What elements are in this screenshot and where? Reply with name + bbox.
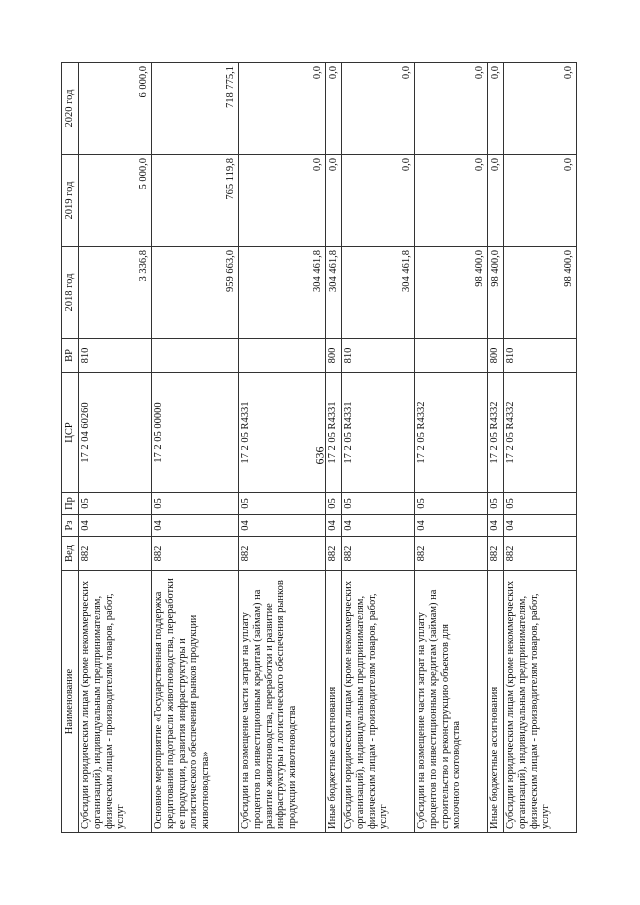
column-header-2018: 2018 год (62, 247, 79, 339)
cell-2020: 6 000,0 (79, 63, 152, 155)
cell-2019: 0,0 (326, 155, 342, 247)
table-row (79, 63, 152, 833)
cell-ved: 882 (504, 537, 577, 571)
budget-table (61, 62, 577, 833)
cell-rz: 04 (342, 515, 415, 537)
cell-2018: 98 400,0 (488, 247, 504, 339)
cell-name: Субсидии юридическим лицам (кроме некоммерческих организаций), индивидуальным предпринимателям, физическим лицам - производителям товаров, работ, услуг (342, 571, 415, 833)
cell-2019: 0,0 (488, 155, 504, 247)
cell-rz: 04 (79, 515, 152, 537)
cell-ved: 882 (488, 537, 504, 571)
cell-csr: 17 2 05 R4331 (342, 373, 415, 493)
cell-2018: 959 663,0 (152, 247, 239, 339)
cell-vr: 810 (504, 339, 577, 373)
table-header-row (62, 63, 79, 833)
cell-pr: 05 (152, 493, 239, 515)
cell-csr: 17 2 05 R4331 (326, 373, 342, 493)
cell-vr (415, 339, 488, 373)
cell-2019: 0,0 (504, 155, 577, 247)
cell-2020: 0,0 (415, 63, 488, 155)
column-header-2020: 2020 год (62, 63, 79, 155)
column-header-pr: Пр (62, 493, 79, 515)
cell-ved: 882 (326, 537, 342, 571)
cell-pr: 05 (504, 493, 577, 515)
cell-vr: 810 (79, 339, 152, 373)
cell-2018: 98 400,0 (504, 247, 577, 339)
cell-2018: 98 400,0 (415, 247, 488, 339)
cell-2020: 718 775,1 (152, 63, 239, 155)
cell-pr: 05 (79, 493, 152, 515)
cell-pr: 05 (326, 493, 342, 515)
cell-csr: 17 2 05 R4332 (488, 373, 504, 493)
cell-csr: 17 2 05 R4332 (504, 373, 577, 493)
cell-ved: 882 (239, 537, 326, 571)
cell-rz: 04 (326, 515, 342, 537)
cell-ved: 882 (79, 537, 152, 571)
cell-2019: 0,0 (342, 155, 415, 247)
cell-2018: 304 461,8 (326, 247, 342, 339)
cell-pr: 05 (342, 493, 415, 515)
cell-2020: 0,0 (239, 63, 326, 155)
cell-vr: 810 (342, 339, 415, 373)
table-row (152, 63, 239, 833)
cell-csr: 17 2 05 R4331 (239, 373, 326, 493)
table-row (415, 63, 488, 833)
cell-rz: 04 (415, 515, 488, 537)
cell-vr (239, 339, 326, 373)
cell-pr: 05 (239, 493, 326, 515)
cell-2019: 0,0 (239, 155, 326, 247)
cell-2020: 0,0 (504, 63, 577, 155)
cell-vr: 800 (488, 339, 504, 373)
budget-table-container (61, 63, 581, 833)
cell-rz: 04 (488, 515, 504, 537)
column-header-csr: ЦСР (62, 373, 79, 493)
cell-2019: 5 000,0 (79, 155, 152, 247)
cell-pr: 05 (415, 493, 488, 515)
cell-name: Субсидии юридическим лицам (кроме некоммерческих организаций), индивидуальным предпринимателям, физическим лицам - производителям товаров, работ, услуг (504, 571, 577, 833)
cell-name: Субсидии на возмещение части затрат на уплату процентов по инвестиционным кредитам (займам) на развитие животноводства, переработки и развитие инфраструктуры и логистического обеспечения рынков продукции животноводства (239, 571, 326, 833)
cell-ved: 882 (415, 537, 488, 571)
table-row (488, 63, 504, 833)
cell-ved: 882 (152, 537, 239, 571)
cell-name: Субсидии юридическим лицам (кроме некоммерческих организаций), индивидуальным предпринимателям, физическим лицам - производителям товаров, работ, услуг (79, 571, 152, 833)
column-header-name: Наименование (62, 571, 79, 833)
column-header-rz: Рз (62, 515, 79, 537)
cell-2020: 0,0 (488, 63, 504, 155)
cell-2018: 3 336,8 (79, 247, 152, 339)
cell-2020: 0,0 (342, 63, 415, 155)
cell-2019: 0,0 (415, 155, 488, 247)
cell-pr: 05 (488, 493, 504, 515)
page-number-text: 636 (312, 446, 327, 465)
cell-name: Иные бюджетные ассигнования (326, 571, 342, 833)
table-row (326, 63, 342, 833)
table-row (342, 63, 415, 833)
table-row (239, 63, 326, 833)
column-header-vr: ВР (62, 339, 79, 373)
cell-rz: 04 (239, 515, 326, 537)
table-row (504, 63, 577, 833)
column-header-ved: Вед (62, 537, 79, 571)
cell-name: Основное мероприятие «Государственная поддержка кредитования подотрасли животноводства, переработки ее продукции, развития инфраструктуры и логистического обеспечения рынков продукции животноводства» (152, 571, 239, 833)
cell-ved: 882 (342, 537, 415, 571)
cell-csr: 17 2 05 00000 (152, 373, 239, 493)
cell-2018: 304 461,8 (342, 247, 415, 339)
cell-csr: 17 2 04 60260 (79, 373, 152, 493)
cell-rz: 04 (504, 515, 577, 537)
cell-vr: 800 (326, 339, 342, 373)
cell-csr: 17 2 05 R4332 (415, 373, 488, 493)
cell-2018: 304 461,8 (239, 247, 326, 339)
cell-vr (152, 339, 239, 373)
cell-rz: 04 (152, 515, 239, 537)
cell-2020: 0,0 (326, 63, 342, 155)
cell-name: Иные бюджетные ассигнования (488, 571, 504, 833)
cell-2019: 765 119,8 (152, 155, 239, 247)
cell-name: Субсидии на возмещение части затрат на уплату процентов по инвестиционным кредитам (займам) на строительство и реконструкцию объектов для молочного скотоводства (415, 571, 488, 833)
column-header-2019: 2019 год (62, 155, 79, 247)
